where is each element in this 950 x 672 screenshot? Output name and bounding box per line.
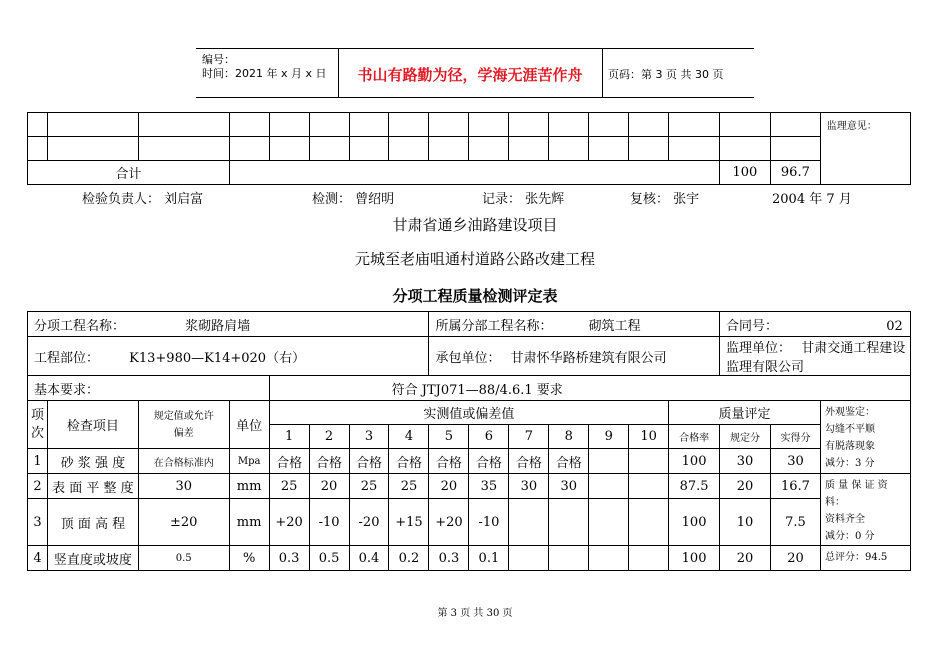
idx-6: 6 [469,425,509,449]
appearance-note [820,401,910,474]
total-label: 合计 [28,161,230,185]
time-label: 时间：2021 年 x 月 x 日 [202,67,327,80]
row-no: 1 [28,449,48,474]
basic-label: 基本要求： [28,376,270,401]
row-val: 合格 [549,449,589,474]
row-unit: % [229,546,269,571]
row-val: 0.5 [309,546,349,571]
col-spec: 规定值或允许偏差 [138,401,229,449]
table-row [28,499,911,546]
parent-label: 所属分部工程名称： [435,318,553,334]
row-item: 顶 面 高 程 [47,499,138,546]
appearance-line2: 有脱落现象 [824,441,875,452]
row-val: 30 [509,474,549,499]
row-actual-score: 7.5 [771,499,821,546]
row-rate: 100 [669,499,720,546]
row-val: 25 [349,474,389,499]
row-val [509,546,549,571]
contractor-value: 甘肃怀华路桥建筑有限公司 [510,350,667,366]
row-item: 表 面 平 整 度 [47,474,138,499]
row-spec-score: 10 [720,499,771,546]
idx-8: 8 [549,425,589,449]
row-spec: ±20 [138,499,229,546]
row-val: 0.1 [469,546,509,571]
row-spec: 0.5 [138,546,229,571]
row-unit: mm [229,474,269,499]
contract-label: 合同号： [726,318,779,334]
row-val [589,449,629,474]
row-val [589,474,629,499]
col-spec-score: 规定分 [720,425,771,449]
contractor-label: 承包单位： [435,350,501,366]
idx-10: 10 [629,425,669,449]
row-no: 3 [28,499,48,546]
supervisor-value: 甘肃交通工程建设监理有限公司 [726,341,906,375]
row-val: 0.4 [349,546,389,571]
row-val: 35 [469,474,509,499]
row-val: 合格 [469,449,509,474]
idx-5: 5 [429,425,469,449]
table-row [28,449,911,474]
form-title: 分项工程质量检测评定表 [392,287,558,305]
row-val: 30 [549,474,589,499]
supervisor-label: 监理单位： [726,341,792,356]
table-row [28,474,911,499]
item-name-label: 分项工程名称： [34,318,126,334]
row-val: 0.3 [429,546,469,571]
row-actual-score: 16.7 [771,474,821,499]
row-no: 2 [28,474,48,499]
contract-cell [720,312,911,337]
row-val: -20 [349,499,389,546]
header-divider [602,49,603,97]
row-val: 合格 [389,449,429,474]
row-val [629,474,669,499]
item-name-value: 浆砌路肩墙 [185,318,251,334]
total-b: 96.7 [770,161,820,185]
basic-value: 符合 JTJ071—88/4.6.1 要求 [269,376,910,401]
row-val: 合格 [349,449,389,474]
assurance-line1: 资料齐全 [824,514,865,525]
row-val: -10 [469,499,509,546]
signer-tester: 检测： 曾绍明 [312,192,395,207]
row-no: 4 [28,546,48,571]
col-unit: 单位 [229,401,269,449]
row-item: 竖直度或坡度 [47,546,138,571]
supervision-remark: 监理意见： [820,113,910,185]
idx-7: 7 [509,425,549,449]
location-value: K13+980—K14+020（右） [129,350,306,366]
row-actual-score: 20 [771,546,821,571]
row-val [629,546,669,571]
row-spec: 在合格标准内 [138,449,229,474]
code-label: 编号： [202,53,235,66]
col-actual-score: 实得分 [771,425,821,449]
row-spec: 30 [138,474,229,499]
inspection-table [27,311,911,571]
contract-value: 02 [886,318,903,334]
row-spec-score: 20 [720,474,771,499]
row-val: 25 [269,474,309,499]
appearance-line1: 勾缝不平顺 [824,424,875,435]
row-val [589,499,629,546]
location-cell [28,337,429,376]
row-val: +15 [389,499,429,546]
idx-1: 1 [269,425,309,449]
row-val: 合格 [509,449,549,474]
idx-2: 2 [309,425,349,449]
row-rate: 87.5 [669,474,720,499]
total-score: 总评分：94.5 [820,546,910,571]
row-val [509,499,549,546]
sign-date: 2004 年 7 月 [772,192,852,207]
contractor-cell [429,337,720,376]
signer-recorder: 记录： 张先辉 [482,192,565,207]
row-item: 砂 浆 强 度 [47,449,138,474]
idx-4: 4 [389,425,429,449]
row-actual-score: 30 [771,449,821,474]
row-val: -10 [309,499,349,546]
project-title: 甘肃省通乡油路建设项目 [392,216,558,234]
row-val: 合格 [429,449,469,474]
table-row [28,546,911,571]
row-spec-score: 30 [720,449,771,474]
assurance-note [820,474,910,546]
row-spec-score: 20 [720,546,771,571]
row-unit: mm [229,499,269,546]
row-val: 合格 [309,449,349,474]
signer-inspector: 检验负责人： 刘启富 [82,192,204,207]
row-val: +20 [269,499,309,546]
col-quality: 质量评定 [669,401,821,425]
row-val [629,499,669,546]
row-val [589,546,629,571]
row-val [549,499,589,546]
row-val: 25 [389,474,429,499]
item-name-cell [28,312,429,337]
parent-value: 砌筑工程 [588,318,641,334]
row-val [549,546,589,571]
row-val: 20 [429,474,469,499]
row-rate: 100 [669,449,720,474]
parent-cell [429,312,720,337]
road-title: 元城至老庙咀通村道路公路改建工程 [354,250,595,268]
location-label: 工程部位： [34,350,100,366]
row-rate: 100 [669,546,720,571]
row-val: 20 [309,474,349,499]
col-item: 检查项目 [47,401,138,449]
idx-9: 9 [589,425,629,449]
col-pass-rate: 合格率 [669,425,720,449]
appearance-deduct: 减分：3 分 [824,458,875,469]
row-val [629,449,669,474]
motto: 书山有路勤为径，学海无涯苦作舟 [357,66,583,84]
row-val: 合格 [269,449,309,474]
idx-3: 3 [349,425,389,449]
total-a: 100 [719,161,770,185]
row-val: +20 [429,499,469,546]
top-table [27,112,911,185]
page-label: 页码：第 3 页 共 30 页 [608,68,724,81]
signer-reviewer: 复核： 张宇 [630,192,700,207]
assurance-label: 质 量 保 证 资 料： [824,480,888,508]
row-val: 0.2 [389,546,429,571]
col-no: 项次 [28,401,48,449]
appearance-label: 外观鉴定： [824,407,875,418]
supervisor-cell [720,337,911,376]
row-val: 0.3 [269,546,309,571]
col-measured: 实测值或偏差值 [269,401,669,425]
row-unit: Mpa [229,449,269,474]
page-footer: 第 3 页 共 30 页 [437,608,513,619]
assurance-deduct: 减分：0 分 [824,531,875,542]
page-header [196,48,754,98]
